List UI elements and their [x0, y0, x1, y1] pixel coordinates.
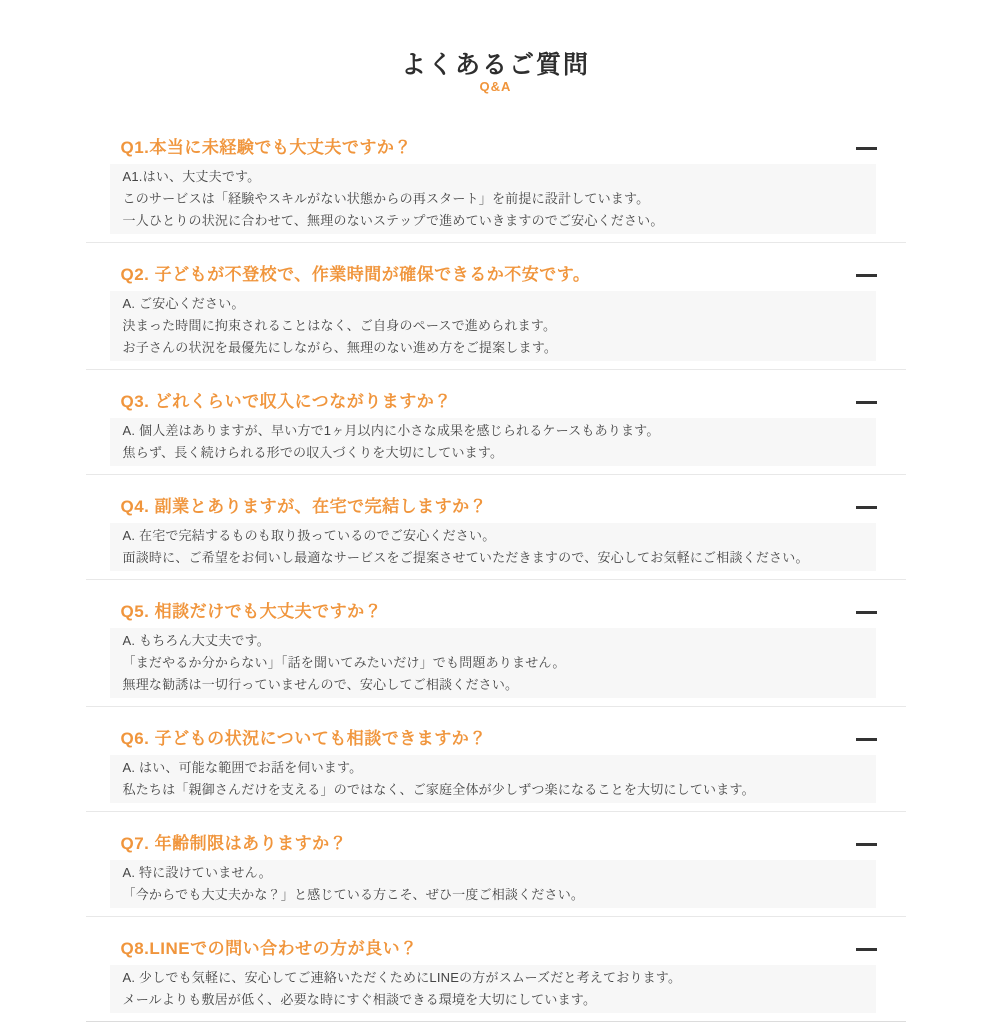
collapse-minus-icon[interactable]	[856, 506, 877, 509]
faq-question-text: Q7. 年齢制限はありますか？	[120, 834, 348, 853]
page-title: よくあるご質問	[400, 51, 590, 79]
faq-question-text: Q6. 子どもの状況についても相談できますか？	[120, 729, 487, 748]
faq-answer-line: A. もちろん大丈夫です。	[122, 633, 270, 648]
collapse-minus-icon[interactable]	[856, 738, 877, 741]
faq-question-text: Q2. 子どもが不登校で、作業時間が確保できるか不安です。	[120, 265, 591, 284]
faq-answer	[110, 523, 876, 571]
faq-question-row[interactable]	[86, 602, 906, 622]
collapse-minus-icon[interactable]	[856, 948, 877, 951]
faq-question-text: Q3. どれくらいで収入につながりますか？	[120, 392, 452, 411]
faq-answer	[110, 418, 876, 466]
faq-section-header	[0, 0, 991, 94]
faq-answer-line: 一人ひとりの状況に合わせて、無理のないステップで進めていきますのでご安心ください。	[122, 213, 664, 228]
faq-question-row[interactable]	[86, 138, 906, 158]
faq-answer-line: A. 少しでも気軽に、安心してご連絡いただくためにLINEの方がスムーズだと考えております。	[122, 970, 682, 985]
collapse-minus-icon[interactable]	[856, 843, 877, 846]
faq-answer-line: A. はい、可能な範囲でお話を伺います。	[122, 760, 363, 775]
faq-item	[86, 707, 906, 812]
faq-item	[86, 475, 906, 580]
collapse-minus-icon[interactable]	[856, 611, 877, 614]
faq-answer-line: メールよりも敷居が低く、必要な時にすぐ相談できる環境を大切にしています。	[122, 992, 597, 1007]
faq-item	[86, 243, 906, 370]
faq-question-row[interactable]	[86, 392, 906, 412]
faq-answer-line: 「今からでも大丈夫かな？」と感じている方こそ、ぜひ一度ご相談ください。	[122, 887, 585, 902]
faq-answer-line: A. 個人差はありますが、早い方で1ヶ月以内に小さな成果を感じられるケースもあります。	[122, 423, 660, 438]
faq-answer-line: 決まった時間に拘束されることはなく、ご自身のペースで進められます。	[122, 318, 557, 333]
faq-question-text: Q8.LINEでの問い合わせの方が良い？	[120, 939, 418, 958]
page-subtitle: Q&A	[479, 79, 512, 94]
faq-answer-line: 私たちは「親御さんだけを支える」のではなく、ご家庭全体が少しずつ楽になることを大切にしています。	[122, 782, 755, 797]
faq-question-row[interactable]	[86, 265, 906, 285]
faq-answer-line: このサービスは「経験やスキルがない状態からの再スタート」を前提に設計しています。	[122, 191, 650, 206]
faq-answer-line: 焦らず、長く続けられる形での収入づくりを大切にしています。	[122, 445, 504, 460]
collapse-minus-icon[interactable]	[856, 401, 877, 404]
faq-question-text: Q5. 相談だけでも大丈夫ですか？	[120, 602, 383, 621]
faq-item	[86, 116, 906, 243]
faq-answer-line: A1.はい、大丈夫です。	[122, 169, 261, 184]
faq-list	[86, 116, 906, 1022]
faq-question-row[interactable]	[86, 729, 906, 749]
faq-question-row[interactable]	[86, 939, 906, 959]
faq-item	[86, 917, 906, 1022]
faq-answer	[110, 164, 876, 234]
faq-answer-line: 無理な勧誘は一切行っていませんので、安心してご相談ください。	[122, 677, 519, 692]
collapse-minus-icon[interactable]	[856, 274, 877, 277]
faq-answer-line: 「まだやるか分からない」「話を聞いてみたいだけ」でも問題ありません。	[122, 655, 566, 670]
faq-answer	[110, 965, 876, 1013]
faq-answer	[110, 628, 876, 698]
faq-item	[86, 812, 906, 917]
faq-question-text: Q4. 副業とありますが、在宅で完結しますか？	[120, 497, 488, 516]
faq-item	[86, 370, 906, 475]
faq-answer	[110, 755, 876, 803]
collapse-minus-icon[interactable]	[856, 147, 877, 150]
faq-answer-line: A. ご安心ください。	[122, 296, 245, 311]
faq-answer-line: A. 在宅で完結するものも取り扱っているのでご安心ください。	[122, 528, 496, 543]
faq-question-row[interactable]	[86, 497, 906, 517]
faq-question-row[interactable]	[86, 834, 906, 854]
faq-answer-line: 面談時に、ご希望をお伺いし最適なサービスをご提案させていただきますので、安心してお気軽にご相談ください。	[122, 550, 809, 565]
faq-item	[86, 580, 906, 707]
faq-answer-line: お子さんの状況を最優先にしながら、無理のない進め方をご提案します。	[122, 340, 558, 355]
faq-answer	[110, 860, 876, 908]
faq-answer-line: A. 特に設けていません。	[122, 865, 272, 880]
faq-answer	[110, 291, 876, 361]
faq-question-text: Q1.本当に未経験でも大丈夫ですか？	[120, 138, 412, 157]
